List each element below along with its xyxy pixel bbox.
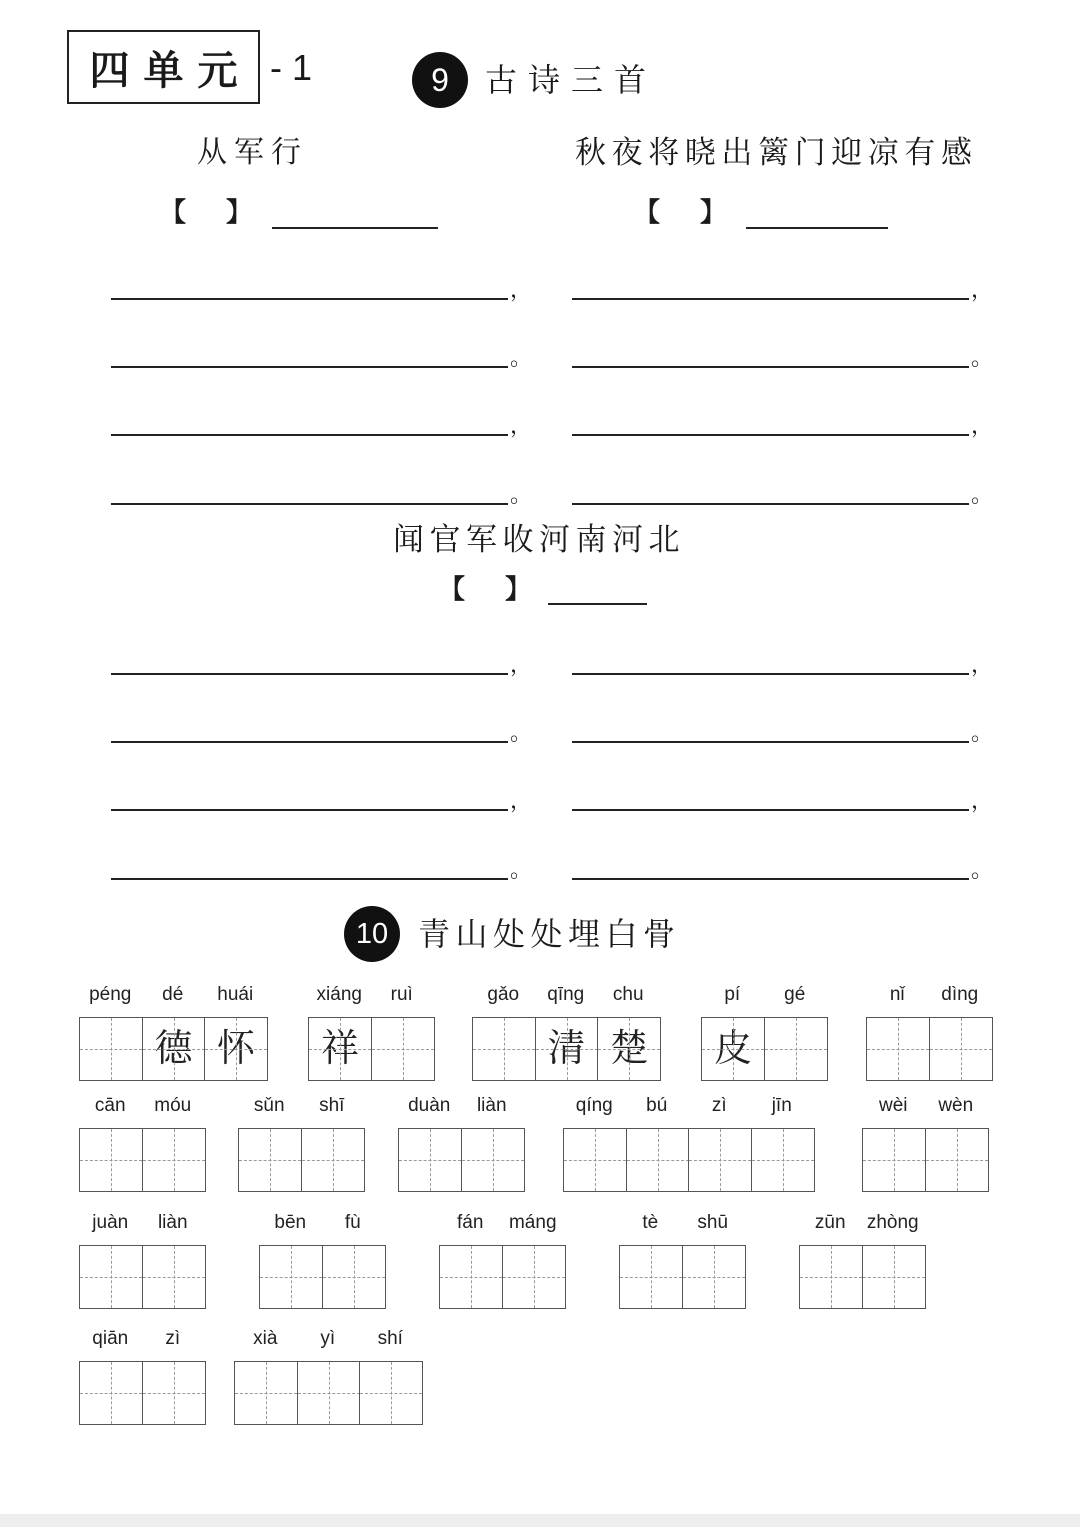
verse-blank (572, 340, 969, 368)
verse-punctuation: ， (510, 278, 533, 303)
verse-punctuation: ， (510, 653, 533, 678)
verse-blank (572, 783, 969, 811)
vocab-group (79, 983, 268, 1081)
unit-label: 四单元 (89, 47, 252, 94)
pinyin-row (866, 983, 993, 1007)
tianzige-row (866, 1017, 993, 1081)
vocab-group (563, 1094, 815, 1192)
vocab-group (308, 983, 435, 1081)
lesson-number: 9 (431, 61, 449, 98)
verse-punctuation: 。 (510, 483, 533, 508)
verse-punctuation: 。 (971, 346, 994, 371)
verse-punctuation: 。 (510, 346, 533, 371)
vocab-group (79, 1327, 206, 1425)
verse-line (572, 338, 995, 371)
tianzige-row (79, 1361, 206, 1425)
tianzige-cell (79, 1128, 143, 1192)
pinyin: fù (344, 1212, 361, 1233)
vocab-group (398, 1094, 525, 1192)
pinyin: huái (217, 984, 254, 1005)
pinyin: nǐ (889, 984, 905, 1005)
verse-line (111, 270, 534, 303)
unit-section-number: -1 (270, 47, 323, 88)
verse-blank (111, 647, 508, 675)
tianzige-cell: 清 (535, 1017, 599, 1081)
verse-punctuation: ， (510, 789, 533, 814)
tianzige-row (862, 1128, 989, 1192)
vocab-group (472, 983, 661, 1081)
vocab-group (619, 1211, 746, 1309)
pinyin: zì (165, 1328, 181, 1349)
tianzige-row (799, 1245, 926, 1309)
pinyin: bú (646, 1095, 668, 1116)
tianzige-cell (359, 1361, 423, 1425)
pinyin: yì (320, 1328, 336, 1349)
pinyin: gé (784, 984, 806, 1005)
verse-line (111, 781, 534, 814)
tianzige-cell (925, 1128, 989, 1192)
pinyin-row (259, 1211, 386, 1235)
verse-blank (572, 852, 969, 880)
dynasty-bracket-open: 【 (634, 198, 661, 228)
verse-punctuation: 。 (510, 858, 533, 883)
pinyin: shū (697, 1212, 729, 1233)
tianzige-cell (929, 1017, 993, 1081)
pinyin: wèn (938, 1095, 974, 1116)
tianzige-row (79, 1245, 206, 1309)
tianzige-cell (461, 1128, 525, 1192)
tianzige-row (79, 1128, 206, 1192)
tianzige-row (238, 1128, 365, 1192)
pinyin: zì (711, 1095, 727, 1116)
verse-line (572, 645, 995, 678)
pinyin: cān (94, 1095, 126, 1116)
verse-blank (111, 852, 508, 880)
tianzige-cell (398, 1128, 462, 1192)
tianzige-cell (79, 1017, 143, 1081)
verse-punctuation: 。 (971, 721, 994, 746)
pinyin: pí (724, 984, 741, 1005)
pinyin: dé (162, 984, 184, 1005)
tianzige-row (701, 1017, 828, 1081)
verse-blank (111, 477, 508, 505)
tianzige-cell (866, 1017, 930, 1081)
pinyin: liàn (157, 1212, 188, 1233)
vocab-group (259, 1211, 386, 1309)
tianzige-cell (301, 1128, 365, 1192)
tianzige-cell (682, 1245, 746, 1309)
pinyin: wèi (878, 1095, 908, 1116)
vocab-group (238, 1094, 365, 1192)
pinyin-row (398, 1094, 525, 1118)
vocab-group (862, 1094, 989, 1192)
pinyin: zhòng (866, 1212, 919, 1233)
lesson-10-number-badge (344, 906, 400, 962)
tianzige-cell (439, 1245, 503, 1309)
tianzige-row (79, 1017, 268, 1081)
lesson-9-title: 古诗三首 (485, 61, 658, 99)
pinyin-row (308, 983, 435, 1007)
dynasty-bracket-close: 】 (505, 575, 532, 605)
tianzige-cell (371, 1017, 435, 1081)
tianzige-cell (79, 1245, 143, 1309)
pinyin-row (563, 1094, 815, 1118)
verse-blank (111, 408, 508, 436)
tianzige-cell (751, 1128, 815, 1192)
author-blank (746, 227, 888, 229)
vocab-group (799, 1211, 926, 1309)
vocab-group (79, 1094, 206, 1192)
pinyin: fán (457, 1212, 484, 1233)
tianzige-row (398, 1128, 525, 1192)
pinyin: máng (508, 1212, 557, 1233)
pinyin: zūn (814, 1212, 846, 1233)
tianzige-cell (688, 1128, 752, 1192)
pinyin: móu (154, 1095, 192, 1116)
pinyin: juàn (92, 1212, 129, 1233)
tianzige-cell: 皮 (701, 1017, 765, 1081)
pinyin: chu (612, 984, 644, 1005)
pinyin: shí (377, 1328, 403, 1349)
tianzige-cell (142, 1128, 206, 1192)
poem-title: 闻官军收河南河北 (393, 522, 685, 558)
verse-blank (111, 715, 508, 743)
pinyin: xià (253, 1328, 278, 1349)
pinyin: gǎo (487, 984, 520, 1005)
tianzige-cell (142, 1245, 206, 1309)
pinyin-row (79, 1094, 206, 1118)
tianzige-cell (297, 1361, 361, 1425)
verse-blank (572, 477, 969, 505)
pinyin-row (234, 1327, 423, 1351)
author-blank (548, 603, 647, 605)
verse-line (572, 850, 995, 883)
lesson-9-number-badge (412, 52, 468, 108)
pinyin-row (799, 1211, 926, 1235)
verse-line (111, 475, 534, 508)
pinyin: shī (319, 1095, 345, 1116)
pinyin-row (701, 983, 828, 1007)
lesson-number: 10 (355, 917, 389, 950)
verse-blank (111, 783, 508, 811)
pinyin: péng (89, 984, 132, 1005)
verse-punctuation: 。 (971, 483, 994, 508)
verse-line (111, 406, 534, 439)
verse-line (572, 781, 995, 814)
verse-punctuation: 。 (510, 721, 533, 746)
tianzige-cell (563, 1128, 627, 1192)
tianzige-row (308, 1017, 435, 1081)
verse-line (572, 713, 995, 746)
verse-line (111, 645, 534, 678)
tianzige-row (472, 1017, 661, 1081)
verse-blank (572, 715, 969, 743)
pinyin-row (79, 1327, 206, 1351)
pinyin: jīn (771, 1095, 792, 1116)
verse-blank (111, 272, 508, 300)
vocab-group (79, 1211, 206, 1309)
verse-punctuation: ， (971, 653, 994, 678)
verse-blank (572, 272, 969, 300)
pinyin: qíng (575, 1095, 613, 1116)
author-blank (272, 227, 438, 229)
page-bottom-edge (0, 1514, 1080, 1527)
tianzige-cell (259, 1245, 323, 1309)
verse-punctuation: 。 (971, 858, 994, 883)
pinyin-row (238, 1094, 365, 1118)
tianzige-cell (234, 1361, 298, 1425)
tianzige-cell: 祥 (308, 1017, 372, 1081)
pinyin: bēn (274, 1212, 307, 1233)
verse-line (111, 713, 534, 746)
poem-title: 秋夜将晓出篱门迎凉有感 (575, 135, 978, 171)
tianzige-row (563, 1128, 815, 1192)
pinyin-row (619, 1211, 746, 1235)
verse-line (111, 850, 534, 883)
tianzige-cell (238, 1128, 302, 1192)
pinyin: liàn (476, 1095, 507, 1116)
tianzige-cell (764, 1017, 828, 1081)
tianzige-row (619, 1245, 746, 1309)
verse-line (572, 475, 995, 508)
vocab-group (439, 1211, 566, 1309)
pinyin: duàn (408, 1095, 451, 1116)
tianzige-cell: 怀 (204, 1017, 268, 1081)
pinyin-row (862, 1094, 989, 1118)
tianzige-cell (862, 1128, 926, 1192)
pinyin: xiáng (316, 984, 362, 1005)
dynasty-bracket-open: 【 (160, 198, 187, 228)
verse-punctuation: ， (971, 278, 994, 303)
poem-title: 从军行 (197, 135, 308, 170)
pinyin-row (79, 1211, 206, 1235)
dynasty-bracket-open: 【 (439, 575, 466, 605)
verse-line (572, 270, 995, 303)
vocab-group (701, 983, 828, 1081)
tianzige-cell: 楚 (597, 1017, 661, 1081)
verse-punctuation: ， (510, 414, 533, 439)
verse-blank (111, 340, 508, 368)
tianzige-cell (862, 1245, 926, 1309)
verse-punctuation: ， (971, 789, 994, 814)
pinyin-row (79, 983, 268, 1007)
verse-punctuation: ， (971, 414, 994, 439)
pinyin: sǔn (253, 1095, 285, 1116)
tianzige-cell (79, 1361, 143, 1425)
vocab-group (866, 983, 993, 1081)
tianzige-cell (799, 1245, 863, 1309)
tianzige-cell (322, 1245, 386, 1309)
lesson-10-title: 青山处处埋白骨 (418, 915, 681, 953)
tianzige-cell (502, 1245, 566, 1309)
verse-line (572, 406, 995, 439)
vocab-group (234, 1327, 423, 1425)
dynasty-bracket-close: 】 (226, 198, 253, 228)
tianzige-row (234, 1361, 423, 1425)
tianzige-cell (472, 1017, 536, 1081)
pinyin-row (439, 1211, 566, 1235)
tianzige-cell: 德 (142, 1017, 206, 1081)
dynasty-bracket-close: 】 (700, 198, 727, 228)
tianzige-row (439, 1245, 566, 1309)
verse-blank (572, 408, 969, 436)
tianzige-row (259, 1245, 386, 1309)
unit-label-box (67, 30, 260, 104)
pinyin-row (472, 983, 661, 1007)
pinyin: qīng (547, 984, 585, 1005)
pinyin: ruì (390, 984, 413, 1005)
pinyin: tè (642, 1212, 659, 1233)
tianzige-cell (142, 1361, 206, 1425)
pinyin: qiān (92, 1328, 129, 1349)
pinyin: dìng (941, 984, 979, 1005)
tianzige-cell (626, 1128, 690, 1192)
verse-line (111, 338, 534, 371)
verse-blank (572, 647, 969, 675)
tianzige-cell (619, 1245, 683, 1309)
